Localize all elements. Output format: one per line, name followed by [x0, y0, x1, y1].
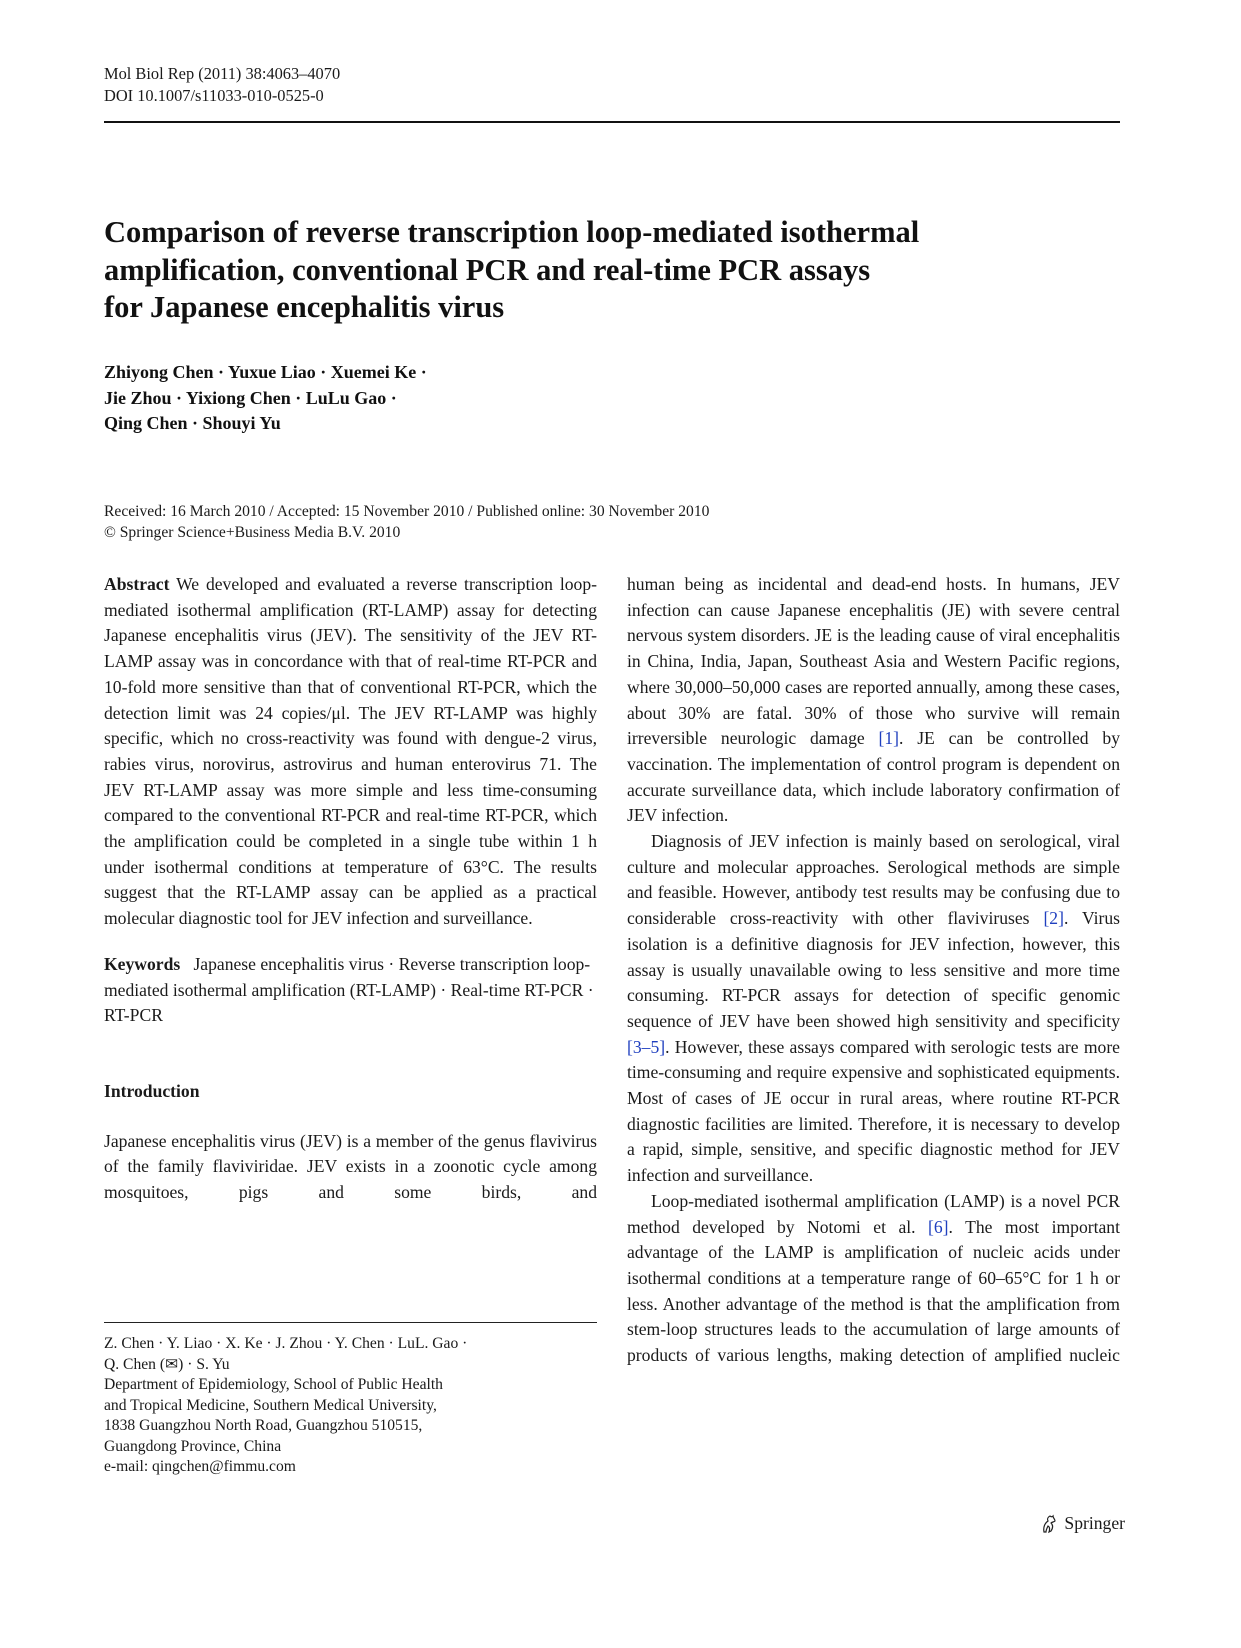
abstract [104, 572, 597, 932]
affiliation-line: Guangdong Province, China [104, 1437, 282, 1455]
journal-citation: Mol Biol Rep (2011) 38:4063–4070 [104, 64, 341, 83]
footnote-rule [104, 1322, 597, 1323]
header-rule [104, 121, 1120, 123]
citation-link[interactable]: [6] [928, 1216, 949, 1237]
contact-email[interactable]: e-mail: qingchen@fimmu.com [104, 1458, 296, 1475]
keywords [104, 952, 597, 1029]
doi[interactable]: DOI 10.1007/s11033-010-0525-0 [104, 86, 324, 105]
author-line: Zhiyong Chen · Yuxue Liao · Xuemei Ke · [104, 362, 427, 382]
intro-paragraph: Diagnosis of JEV infection is mainly based on serological, viral culture and molecular approaches. Serological methods are simple and feasible. However, antibody test results may be confusing due to considerable cross-reactivity with other flaviviruses [2]. Virus isolation is a definitive diagnosis for JEV infection, however, this assay is usually unavailable owing to less sensitive and more time consuming. RT-PCR assays for detection of specific genomic sequence of JEV have been showed high sensitivity and specificity [3–5]. However, these assays compared with serologic tests are more time-consuming and require expensive and sophisticated equipments. Most of cases of JE occur in rural areas, where routine RT-PCR diagnostic facilities are limited. Therefore, it is necessary to develop a rapid, simple, sensitive, and specific diagnostic method for JEV infection and surveillance. [627, 831, 1120, 1186]
right-column [627, 572, 1120, 1369]
affiliation-line: Department of Epidemiology, School of Public Health [104, 1376, 443, 1393]
copyright: © Springer Science+Business Media B.V. 2010 [104, 523, 401, 541]
publisher-mark [1040, 1513, 1125, 1534]
author-footnote [104, 1334, 597, 1478]
publication-dates-block [104, 502, 1004, 543]
footnote-corresponding: Q. Chen (✉) · S. Yu [104, 1355, 230, 1373]
author-line: Qing Chen · Shouyi Yu [104, 413, 281, 434]
title-line: Comparison of reverse transcription loop-mediated isothermal [104, 215, 920, 249]
publication-dates: Received: 16 March 2010 / Accepted: 15 November 2010 / Published online: 30 November 2010 [104, 503, 710, 520]
intro-paragraph: Japanese encephalitis virus (JEV) is a member of the genus flavivirus of the family flaviviridae. JEV exists in a zoonotic cycle among mosquitoes, pigs and some birds, and [104, 1130, 597, 1203]
abstract-text: We developed and evaluated a reverse transcription loop-mediated isothermal amplification (RT-LAMP) assay for detecting Japanese encephalitis virus (JEV). The sensitivity of the JEV RT-LAMP assay was in concordance with that of real-time RT-PCR and 10-fold more sensitive than that of conventional RT-PCR, which the detection limit was 24 copies/μl. The JEV RT-LAMP was highly specific, which no cross-reactivity was found with dengue-2 virus, rabies virus, norovirus, astrovirus and human enterovirus 71. The JEV RT-LAMP assay was more simple and less time-consuming compared to the conventional RT-PCR and real-time RT-PCR, which the amplification could be completed in a single tube within 1 h under isothermal conditions at temperature of 63°C. The results suggest that the RT-LAMP assay can be applied as a practical molecular diagnostic tool for JEV infection and surveillance. [104, 574, 597, 929]
keywords-text: Japanese encephalitis virus · Reverse transcription loop-mediated isothermal amplification (RT-LAMP) · Real-time RT-PCR · RT-PCR [104, 953, 594, 1026]
keywords-label: Keywords [104, 953, 181, 974]
article-title [104, 214, 1114, 327]
footnote-authors: Z. Chen · Y. Liao · X. Ke · J. Zhou · Y. Chen · LuL. Gao · [104, 1335, 468, 1352]
author-list [104, 360, 804, 437]
title-line: amplification, conventional PCR and real-time PCR assays [104, 252, 871, 287]
author-line: Jie Zhou · Yixiong Chen · LuLu Gao · [104, 387, 397, 408]
publisher-name: Springer [1064, 1513, 1125, 1533]
title-line: for Japanese encephalitis virus [104, 290, 505, 324]
intro-paragraph: human being as incidental and dead-end hosts. In humans, JEV infection can cause Japanese encephalitis (JE) with severe central nervous system disorders. JE is the leading cause of viral encephalitis in China, India, Japan, Southeast Asia and Western Pacific regions, where 30,000–50,000 cases are reported annually, among these cases, about 30% are fatal. 30% of those who survive will remain irreversible neurologic damage [1]. JE can be controlled by vaccination. The implementation of control program is dependent on accurate surveillance data, which include laboratory confirmation of JEV infection. [627, 574, 1120, 826]
citation-link[interactable]: [2] [1043, 908, 1064, 929]
citation-link[interactable]: [3–5] [627, 1036, 666, 1057]
abstract-label: Abstract [104, 574, 170, 594]
springer-horse-icon [1040, 1514, 1058, 1534]
affiliation-line: 1838 Guangzhou North Road, Guangzhou 510515, [104, 1417, 423, 1434]
left-column [104, 572, 597, 1206]
intro-paragraph: Loop-mediated isothermal amplification (LAMP) is a novel PCR method developed by Notomi et al. [6]. The most important advantage of the LAMP is amplification of nucleic acids under isothermal conditions at a temperature range of 60–65°C for 1 h or less. Another advantage of the method is that the amplification from stem-loop structures leads to the accumulation of large amounts of products of various lengths, making detection of amplified nucleic [627, 1190, 1120, 1366]
envelope-icon: ✉ [165, 1355, 179, 1373]
section-heading-introduction: Introduction [104, 1080, 200, 1101]
affiliation-line: and Tropical Medicine, Southern Medical University, [104, 1396, 437, 1414]
citation-link[interactable]: [1] [878, 728, 899, 749]
